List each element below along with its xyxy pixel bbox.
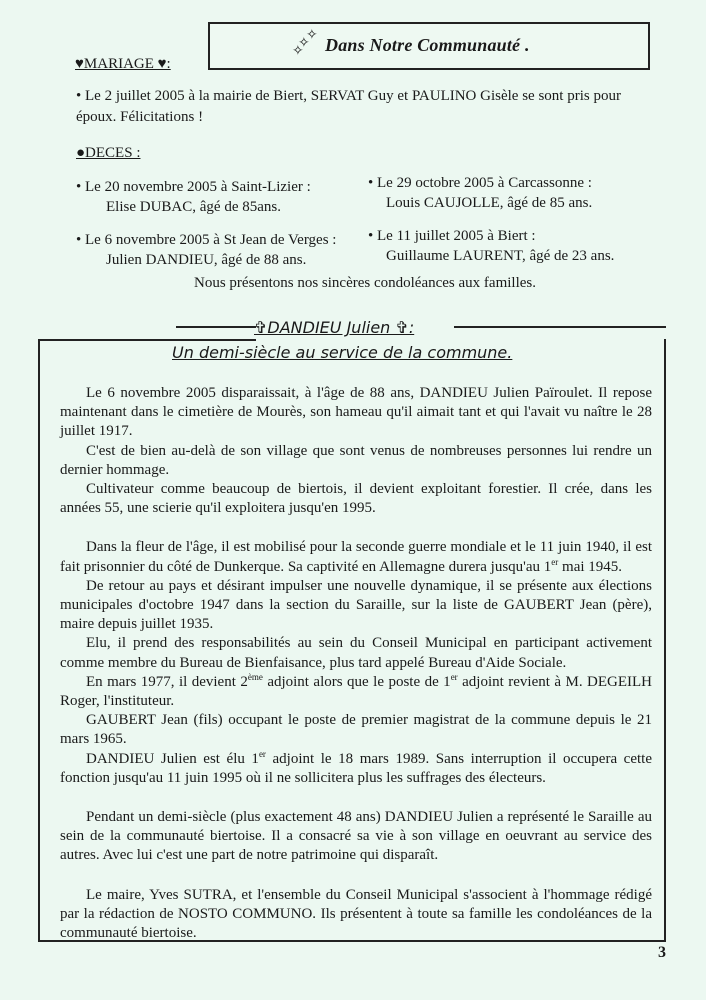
death-name: Julien DANDIEU, âgé de 88 ans. <box>106 252 307 268</box>
death-entry <box>76 230 336 270</box>
death-date: • Le 6 novembre 2005 à St Jean de Verges : <box>76 232 337 248</box>
condoleances-text: Nous présentons nos sincères condoléances aux familles. <box>194 275 536 291</box>
death-entry <box>368 226 614 266</box>
death-date: • Le 20 novembre 2005 à Saint-Lizier : <box>76 179 311 195</box>
mariage-text: • Le 2 juillet 2005 à la mairie de Biert, SERVAT Guy et PAULINO Gisèle se sont pris pour époux. Félicitations ! <box>76 88 621 125</box>
tribute-paragraph: Le maire, Yves SUTRA, et l'ensemble du Conseil Municipal s'associent à l'hommage rédigé par la rédaction de NOSTO COMMUNO. Ils présentent à toute sa famille les condoléances de la communauté biertoise. <box>60 886 652 942</box>
tribute-paragraph: Le 6 novembre 2005 disparaissait, à l'âge de 88 ans, DANDIEU Julien Païroulet. Il repose maintenant dans le cimetière de Mourès, son hameau qu'il aimait tant et qui l'avait vu naître le 28 juillet 1917. <box>60 385 652 440</box>
death-entry <box>76 177 311 217</box>
death-entry <box>368 173 592 213</box>
tribute-paragraph: Cultivateur comme beaucoup de biertois, il devient exploitant forestier. Il crée, dans les années 55, une scierie qu'il exploitera jusqu'en 1995. <box>60 481 652 517</box>
mariage-label: ♥MARIAGE ♥: <box>75 56 171 72</box>
divider <box>176 326 256 328</box>
death-name: Elise DUBAC, âgé de 85ans. <box>106 199 281 215</box>
tribute-paragraph: Pendant un demi-siècle (plus exactement 48 ans) DANDIEU Julien a représenté le Saraille au sein de la communauté biertoise. Il a consacré sa vie à son village en oeuvrant au service des autres. Avec lui c'est une part de notre patrimoine qui disparaît. <box>60 809 652 864</box>
deces-label: ●DECES : <box>76 145 141 161</box>
tribute-paragraph: De retour au pays et désirant impulser une nouvelle dynamique, il se présente aux élections municipales d'octobre 1947 dans la section du Saraille, sur la liste de GAUBERT Jean (père), maire depuis juillet 1935. <box>60 577 652 633</box>
tribute-paragraph: Elu, il prend des responsabilités au sein du Conseil Municipal en participant activement comme membre du Bureau de Bienfaisance, plus tard appelé Bureau d'Aide Sociale. <box>60 635 652 671</box>
tribute-paragraph: Dans la fleur de l'âge, il est mobilisé pour la seconde guerre mondiale et le 11 juin 1940, il est fait prisonnier du côté de Dunkerque. Sa captivité en Allemagne durera jusqu'au 1er mai 1945. <box>60 539 652 575</box>
death-name: Guillaume LAURENT, âgé de 23 ans. <box>386 248 615 264</box>
tribute-paragraph: DANDIEU Julien est élu 1er adjoint le 18 mars 1989. Sans interruption il occupera cette fonction jusqu'au 11 juin 1995 où il ne sollicitera plus les suffrages des électeurs. <box>60 748 652 786</box>
tribute-paragraph: GAUBERT Jean (fils) occupant le poste de premier magistrat de la commune depuis le 21 mars 1965. <box>60 712 652 748</box>
tribute-subtitle: Un demi-siècle au service de la commune. <box>172 343 513 362</box>
death-date: • Le 29 octobre 2005 à Carcassonne : <box>368 175 592 191</box>
tribute-paragraph: En mars 1977, il devient 2ème adjoint alors que le poste de 1er adjoint revient à M. DEGEILH Roger, l'instituteur. <box>60 671 653 710</box>
page-number: 3 <box>658 944 666 961</box>
tribute-title: ✞DANDIEU Julien ✞: <box>254 318 415 337</box>
divider <box>454 326 666 328</box>
tribute-body <box>60 384 652 943</box>
section-title: Dans Notre Communauté . <box>325 35 530 55</box>
tribute-paragraph: C'est de bien au-delà de son village que sont venus de nombreuses personnes lui rendre un dernier hommage. <box>60 442 652 478</box>
death-name: Louis CAUJOLLE, âgé de 85 ans. <box>386 195 593 211</box>
death-date: • Le 11 juillet 2005 à Biert : <box>368 228 536 244</box>
